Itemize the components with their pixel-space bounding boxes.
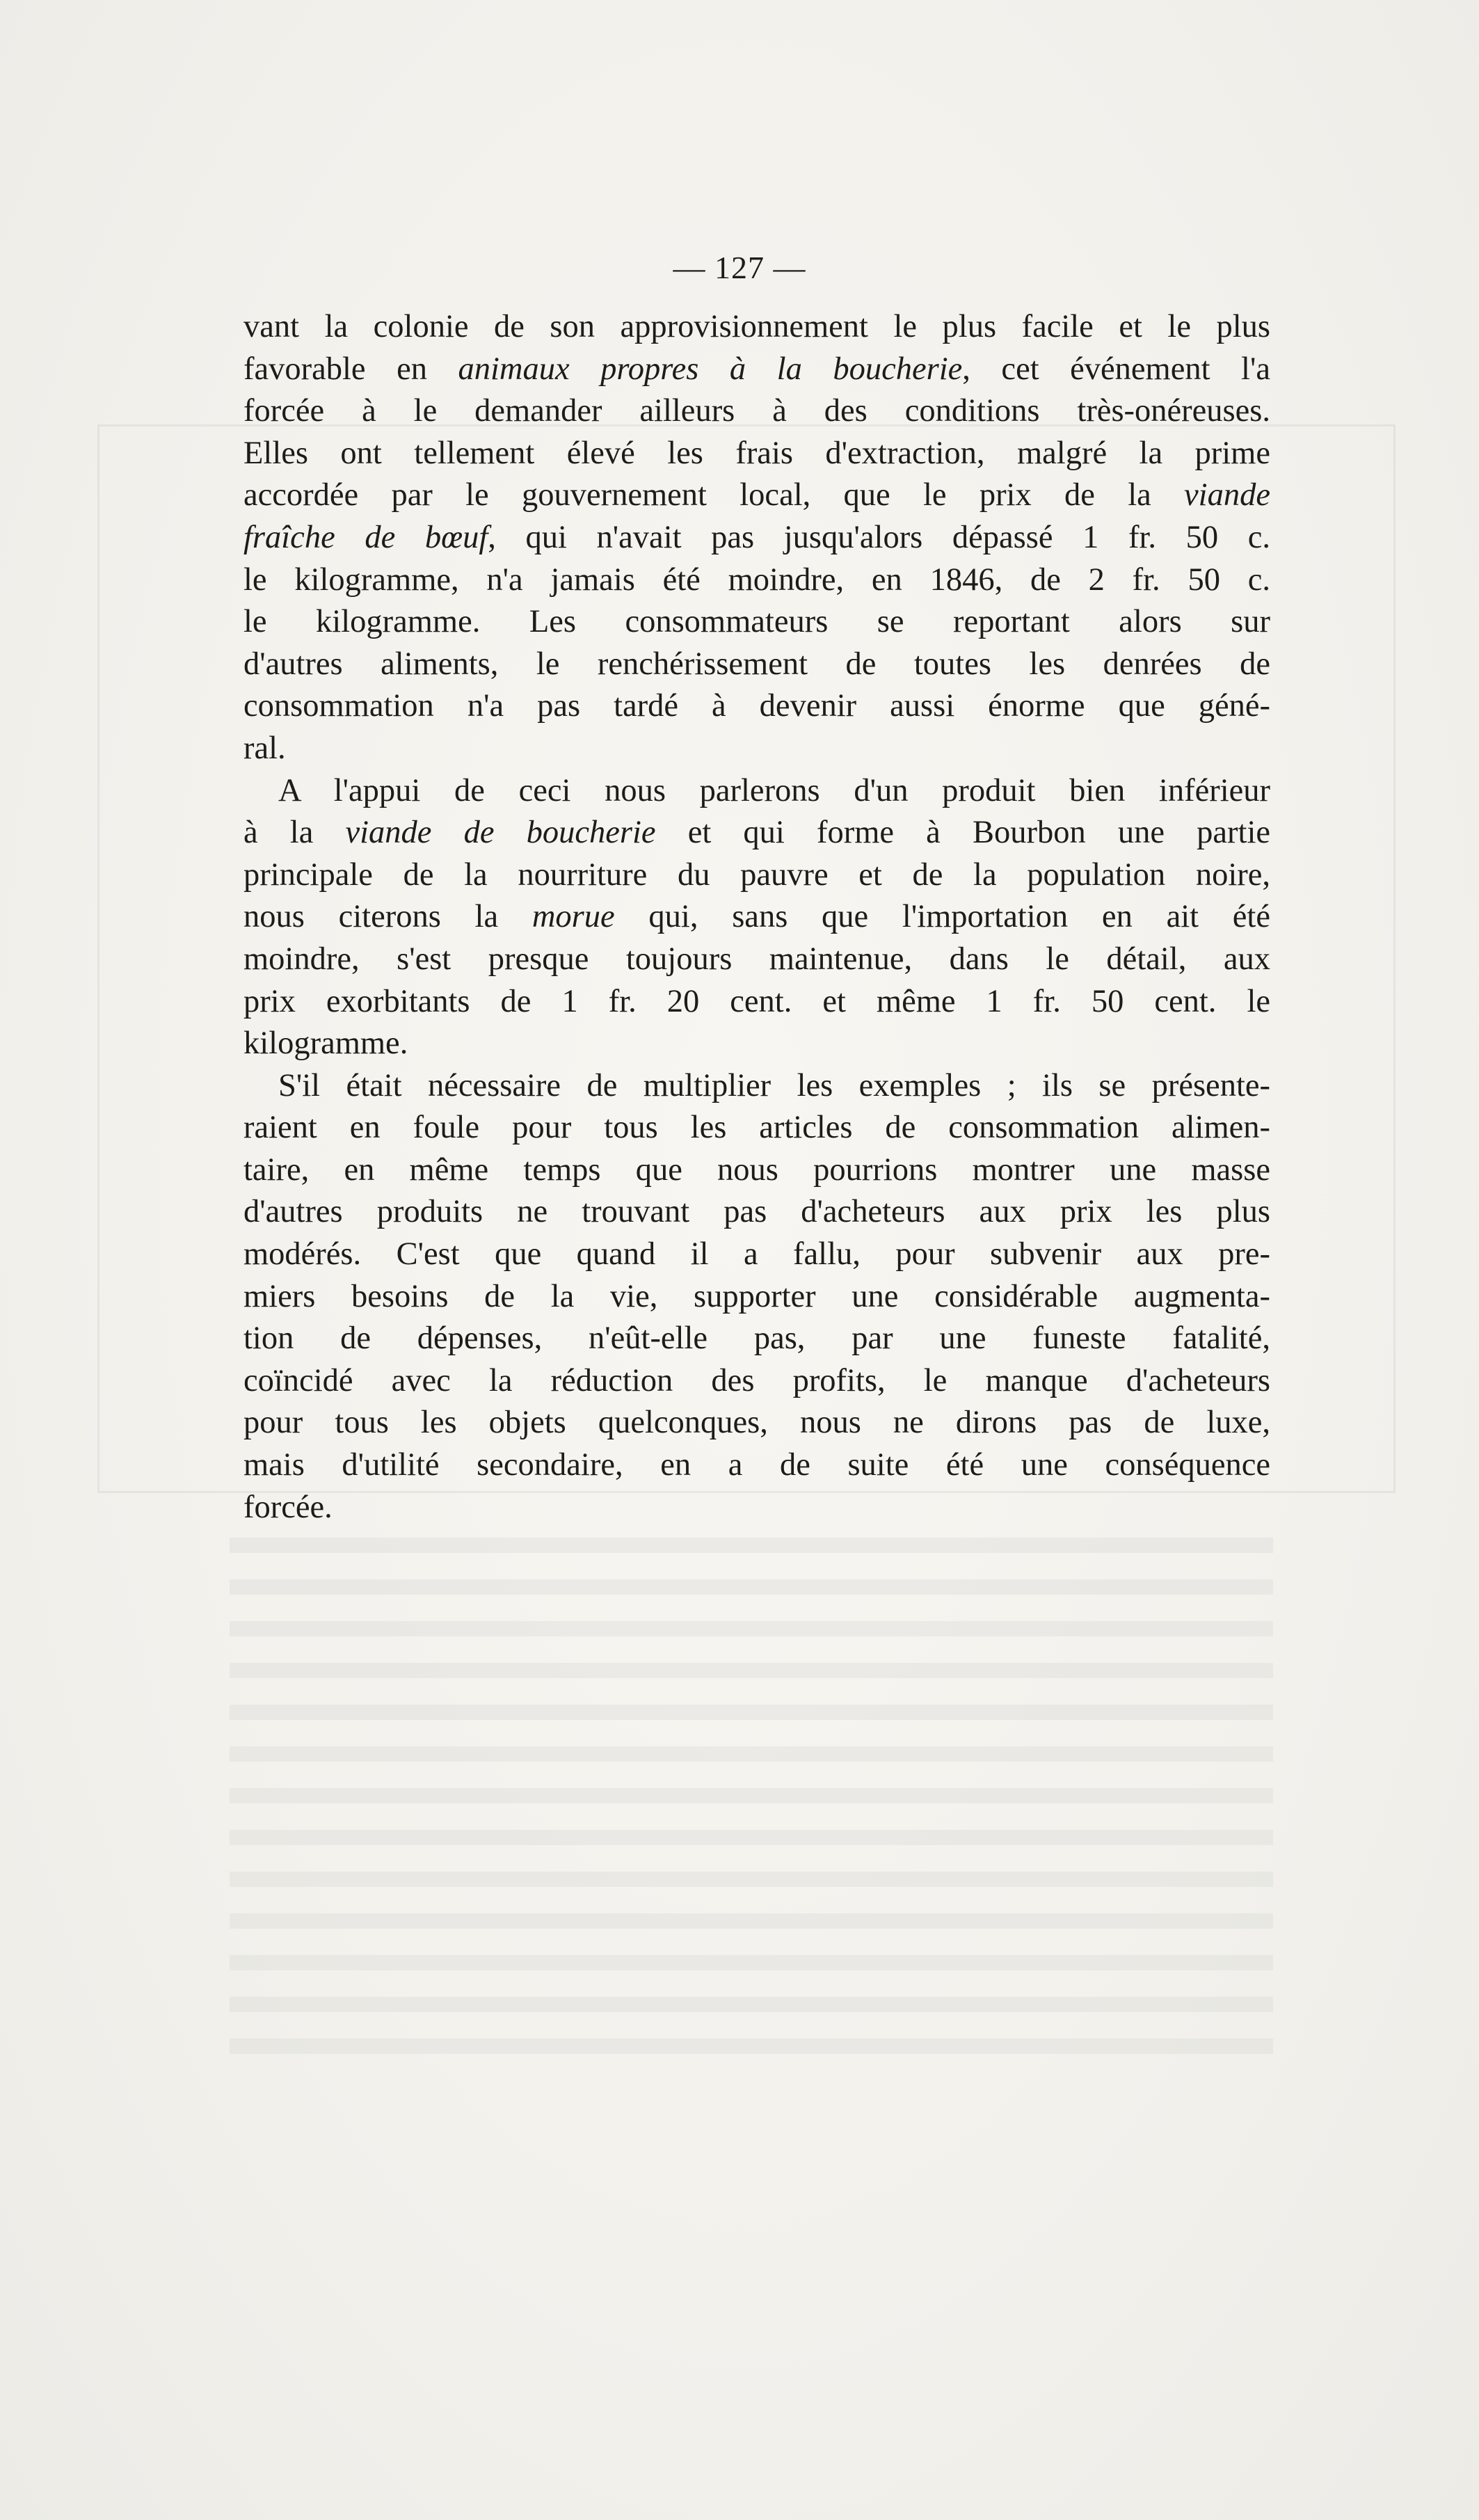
text-run: ral. (243, 730, 286, 766)
italic-text: viande (1184, 477, 1270, 513)
text-run: mais d'utilité secondaire, en a de suite été une conséquence (243, 1447, 1270, 1483)
page-number: — 127 — (673, 250, 806, 285)
text-line (243, 517, 1270, 559)
text-run: favorable en (243, 351, 458, 387)
text-run: forcée à le demander ailleurs à des conditions très-onéreuses. (243, 393, 1270, 429)
text-line (243, 1023, 1270, 1065)
text-run: consommation n'a pas tardé à devenir aussi énorme que géné- (243, 688, 1270, 724)
text-line (243, 475, 1270, 517)
text-run: qui, sans que l'importation en ait été (614, 899, 1270, 935)
paragraph (243, 770, 1270, 1065)
text-run: S'il était nécessaire de multiplier les exemples ; ils se présente- (278, 1067, 1270, 1103)
text-run: tion de dépenses, n'eût-elle pas, par une funeste fatalité, (243, 1321, 1270, 1357)
text-line (243, 685, 1270, 728)
text-run: miers besoins de la vie, supporter une considérable augmenta- (243, 1278, 1270, 1314)
text-line (243, 1149, 1270, 1192)
text-line (243, 1107, 1270, 1149)
text-run: , qui n'avait pas jusqu'alors dépassé 1 fr. 50 c. (488, 519, 1270, 555)
text-line (243, 1318, 1270, 1360)
text-line (243, 939, 1270, 981)
text-line (243, 896, 1270, 939)
text-line (243, 1360, 1270, 1403)
text-line (243, 854, 1270, 897)
text-run: taire, en même temps que nous pourrions montrer une masse (243, 1151, 1270, 1188)
text-line (243, 1487, 1270, 1529)
text-line (243, 1191, 1270, 1234)
body-text (243, 306, 1270, 1529)
text-run: vant la colonie de son approvisionnement le plus facile et le plus (243, 309, 1270, 344)
paragraph (243, 306, 1270, 770)
text-line (243, 559, 1270, 602)
italic-text: animaux propres à la boucherie (458, 351, 963, 387)
text-line (243, 728, 1270, 770)
text-run: , cet événement l'a (962, 351, 1270, 387)
text-line (243, 1065, 1270, 1108)
text-line (243, 981, 1270, 1023)
text-line (243, 601, 1270, 644)
italic-text: morue (531, 899, 615, 935)
text-line (243, 349, 1270, 391)
text-line (243, 433, 1270, 475)
text-run: modérés. C'est que quand il a fallu, pour subvenir aux pre- (243, 1236, 1270, 1273)
text-run: à la (243, 815, 346, 851)
text-run: principale de la nourriture du pauvre et de la population noire, (243, 856, 1270, 893)
text-run: nous citerons la (243, 899, 532, 935)
text-line (243, 390, 1270, 433)
text-run: moindre, s'est presque toujours maintenue, dans le détail, aux (243, 941, 1270, 977)
text-run: le kilogramme, n'a jamais été moindre, en 1846, de 2 fr. 50 c. (243, 561, 1270, 598)
text-run: raient en foule pour tous les articles de consommation alimen- (243, 1110, 1270, 1146)
text-run: prix exorbitants de 1 fr. 20 cent. et même 1 fr. 50 cent. le (243, 983, 1270, 1019)
text-line (243, 1234, 1270, 1276)
text-run: le kilogramme. Les consommateurs se reportant alors sur (243, 604, 1270, 640)
text-run: accordée par le gouvernement local, que le prix de la (243, 477, 1185, 513)
text-run: Elles ont tellement élevé les frais d'extraction, malgré la prime (243, 435, 1270, 471)
text-run: pour tous les objets quelconques, nous ne dirons pas de luxe, (243, 1405, 1270, 1441)
text-line (243, 1276, 1270, 1318)
text-line (243, 812, 1270, 854)
text-line (243, 306, 1270, 349)
text-run: coïncidé avec la réduction des profits, le manque d'acheteurs (243, 1362, 1270, 1398)
text-run: d'autres produits ne trouvant pas d'acheteurs aux prix les plus (243, 1194, 1270, 1230)
text-line (243, 644, 1270, 686)
text-run: forcée. (243, 1489, 333, 1525)
italic-text: viande de boucherie (345, 815, 656, 851)
text-line (243, 1402, 1270, 1444)
text-run: d'autres aliments, le renchérissement de toutes les denrées de (243, 646, 1270, 682)
italic-text: fraîche de bœuf (243, 519, 488, 555)
text-run: kilogramme. (243, 1026, 408, 1062)
text-run: A l'appui de ceci nous parlerons d'un produit bien inférieur (278, 772, 1270, 808)
text-line (243, 770, 1270, 813)
text-line (243, 1444, 1270, 1487)
text-run: et qui forme à Bourbon une partie (655, 815, 1270, 851)
paragraph (243, 1065, 1270, 1529)
